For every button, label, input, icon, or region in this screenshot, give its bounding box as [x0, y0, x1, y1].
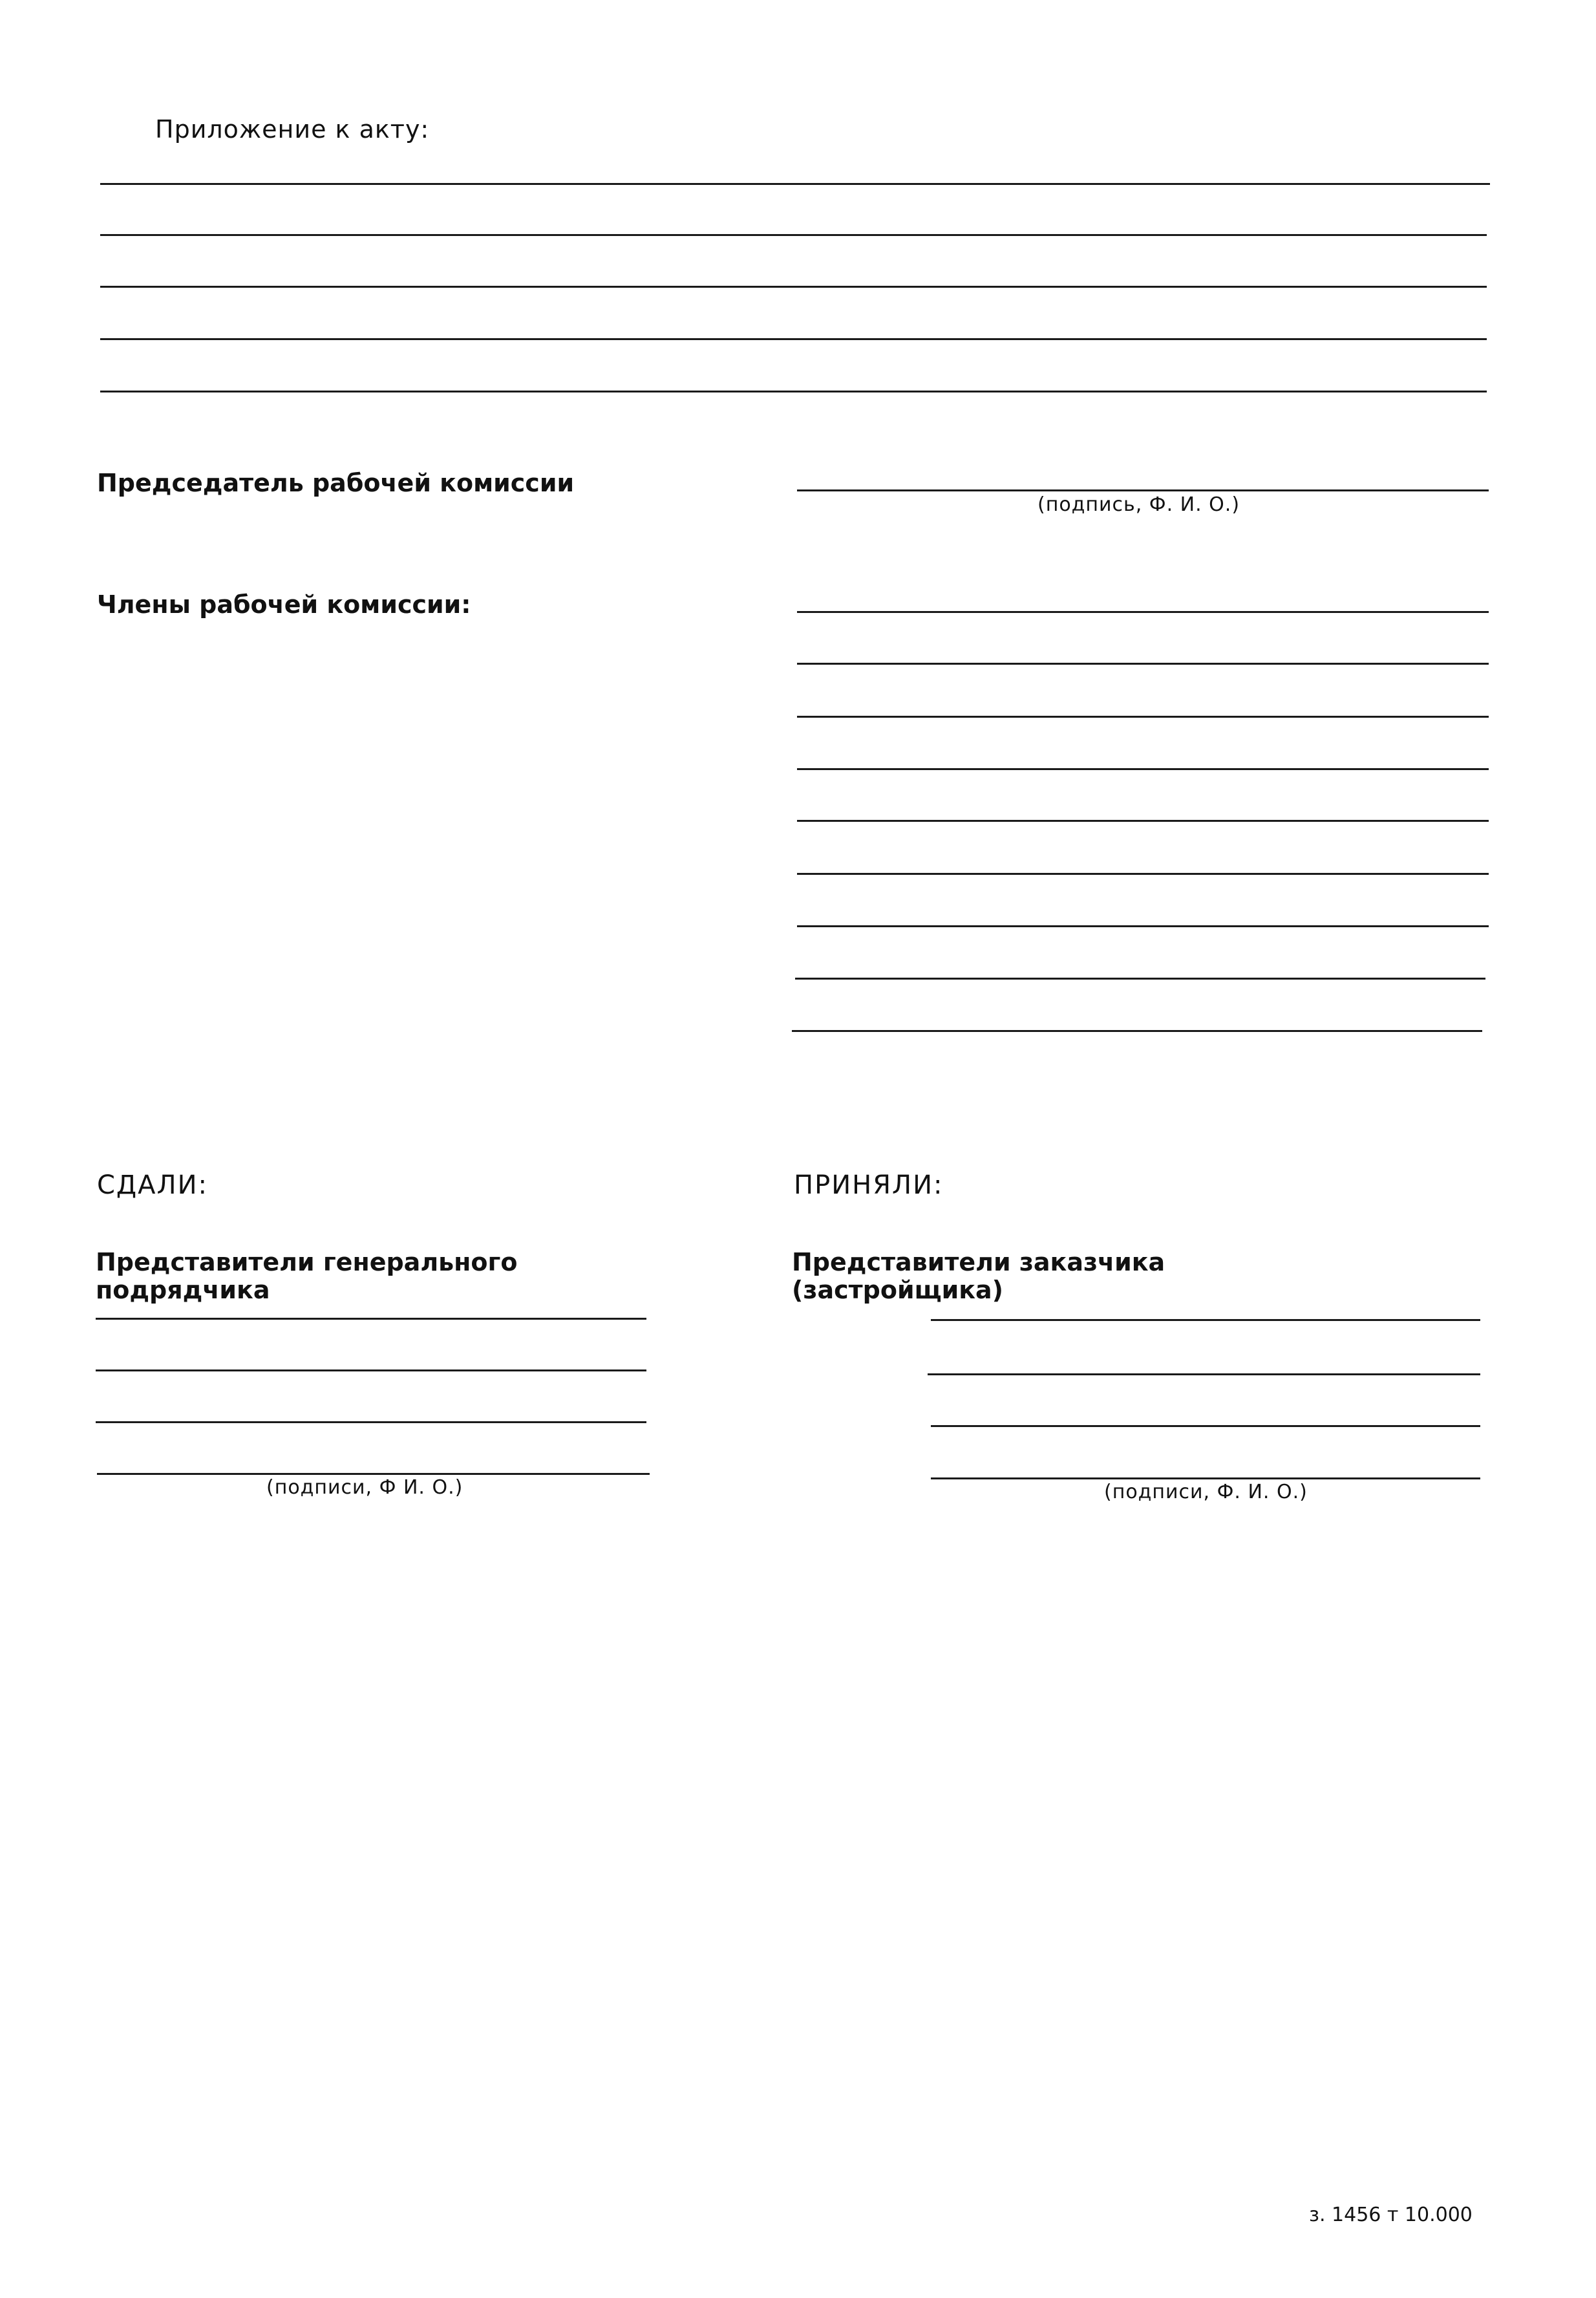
members-label: Члены рабочей комиссии: [97, 590, 471, 619]
appendix-line-1[interactable] [100, 183, 1490, 185]
appendix-line-3[interactable] [100, 286, 1487, 288]
contractor-signature-line-2[interactable] [96, 1369, 646, 1371]
accepted-heading: ПРИНЯЛИ: [794, 1170, 944, 1200]
handed-over-heading: СДАЛИ: [97, 1170, 209, 1200]
member-line-6[interactable] [797, 873, 1489, 875]
contractor-caption: (подписи, Ф И. О.) [266, 1476, 463, 1499]
customer-signature-line-4[interactable] [931, 1477, 1480, 1479]
contractor-reps-label-2: подрядчика [96, 1276, 270, 1304]
appendix-label: Приложение к акту: [155, 115, 430, 144]
contractor-signature-line-3[interactable] [96, 1421, 646, 1423]
appendix-line-4[interactable] [100, 338, 1487, 340]
member-line-1[interactable] [797, 611, 1489, 613]
customer-caption: (подписи, Ф. И. О.) [1104, 1481, 1308, 1503]
member-line-3[interactable] [797, 716, 1489, 718]
member-line-2[interactable] [797, 663, 1489, 665]
member-line-4[interactable] [797, 768, 1489, 770]
member-line-5[interactable] [797, 820, 1489, 822]
appendix-line-5[interactable] [100, 391, 1487, 392]
customer-reps-label-2: (застройщика) [792, 1276, 1004, 1304]
customer-signature-line-3[interactable] [931, 1425, 1480, 1427]
member-line-7[interactable] [797, 925, 1489, 927]
contractor-signature-line-4[interactable] [97, 1473, 650, 1475]
chairman-label: Председатель рабочей комиссии [97, 469, 575, 497]
appendix-line-2[interactable] [100, 234, 1487, 236]
member-line-9[interactable] [792, 1030, 1482, 1032]
chairman-caption: (подпись, Ф. И. О.) [1037, 493, 1240, 516]
chairman-signature-line[interactable] [797, 489, 1489, 491]
customer-reps-label-1: Представители заказчика [792, 1248, 1165, 1276]
contractor-reps-label-1: Представители генерального [96, 1248, 518, 1276]
customer-signature-line-1[interactable] [931, 1319, 1480, 1321]
contractor-signature-line-1[interactable] [96, 1318, 646, 1320]
customer-signature-line-2[interactable] [928, 1373, 1480, 1375]
print-info: з. 1456 т 10.000 [1309, 2204, 1473, 2226]
member-line-8[interactable] [795, 978, 1485, 980]
